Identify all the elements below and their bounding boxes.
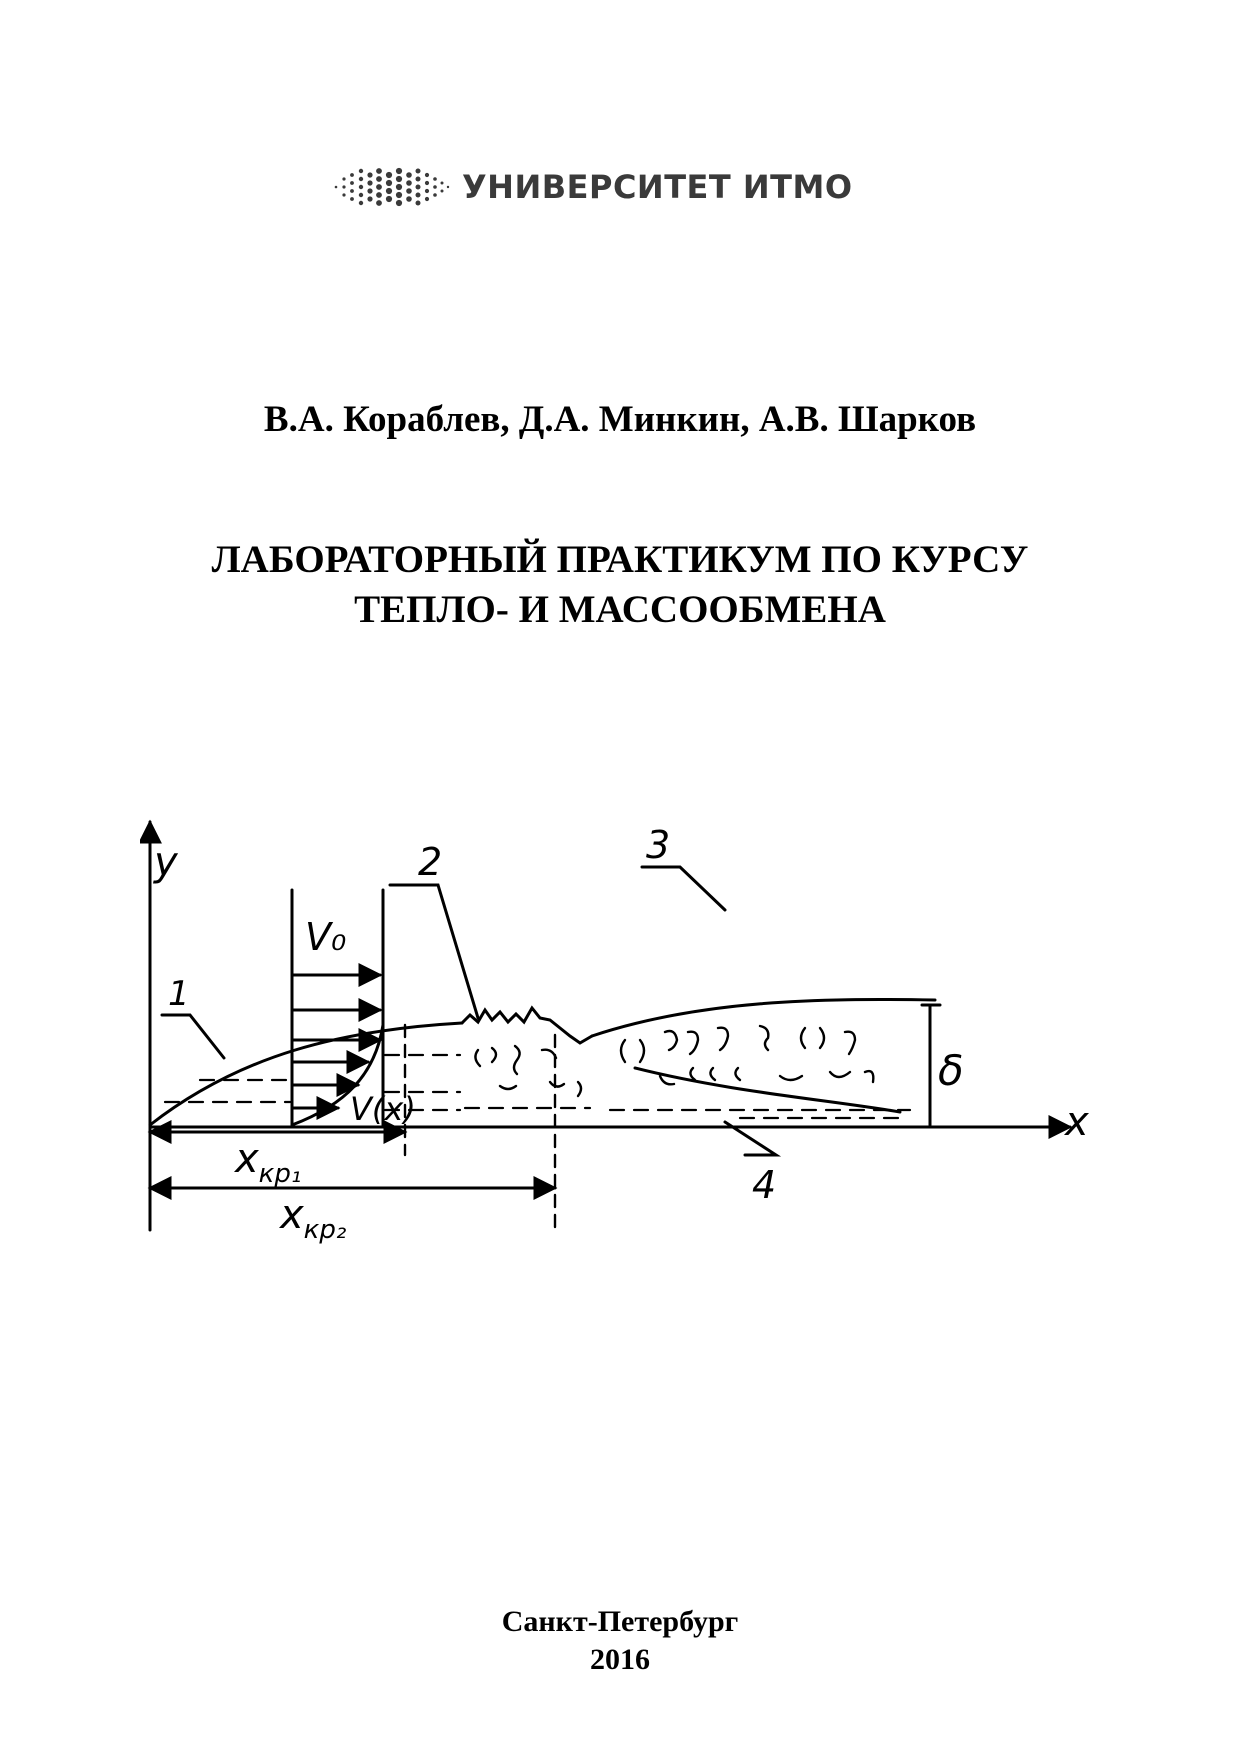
xkr2-base: x (280, 1192, 304, 1238)
title-line-1: ЛАБОРАТОРНЫЙ ПРАКТИКУМ ПО КУРСУ (211, 538, 1029, 581)
xkr2-label (278, 1192, 346, 1245)
leader-3 (642, 867, 725, 910)
title-line-2: ТЕПЛО- И МАССООБМЕНА (354, 588, 886, 631)
leader-1 (162, 1015, 224, 1058)
label-1: 1 (168, 974, 190, 1014)
logo-text: УНИВЕРСИТЕТ ИТМО (462, 168, 853, 206)
year: 2016 (590, 1643, 650, 1676)
transition-region-edge (462, 1008, 592, 1043)
xkr1-label (233, 1136, 301, 1189)
dots-logo-icon (332, 162, 450, 212)
publication-info (0, 1603, 1240, 1679)
turbulent-layer-edge (592, 999, 935, 1036)
delta-label: δ (938, 1046, 964, 1095)
authors: В.А. Кораблев, Д.А. Минкин, А.В. Шарков (263, 399, 977, 440)
label-2: 2 (418, 840, 443, 884)
city: Санкт-Петербург (501, 1605, 739, 1638)
x-axis-label: x (1065, 1099, 1089, 1145)
label-4: 4 (752, 1163, 777, 1207)
boundary-layer-diagram (140, 800, 1120, 1270)
y-axis-label: y (154, 839, 178, 885)
book-title (0, 535, 1240, 635)
xkr2-sub: кр₂ (303, 1215, 347, 1245)
vx-label: V(x) (350, 1090, 416, 1128)
xkr1-base: x (235, 1136, 259, 1182)
leader-2 (390, 885, 478, 1018)
v0-label: V₀ (305, 915, 347, 959)
university-logo (332, 162, 853, 212)
label-3: 3 (646, 823, 671, 867)
viscous-sublayer-edge (635, 1068, 900, 1112)
xkr1-sub: кр₁ (258, 1159, 302, 1189)
